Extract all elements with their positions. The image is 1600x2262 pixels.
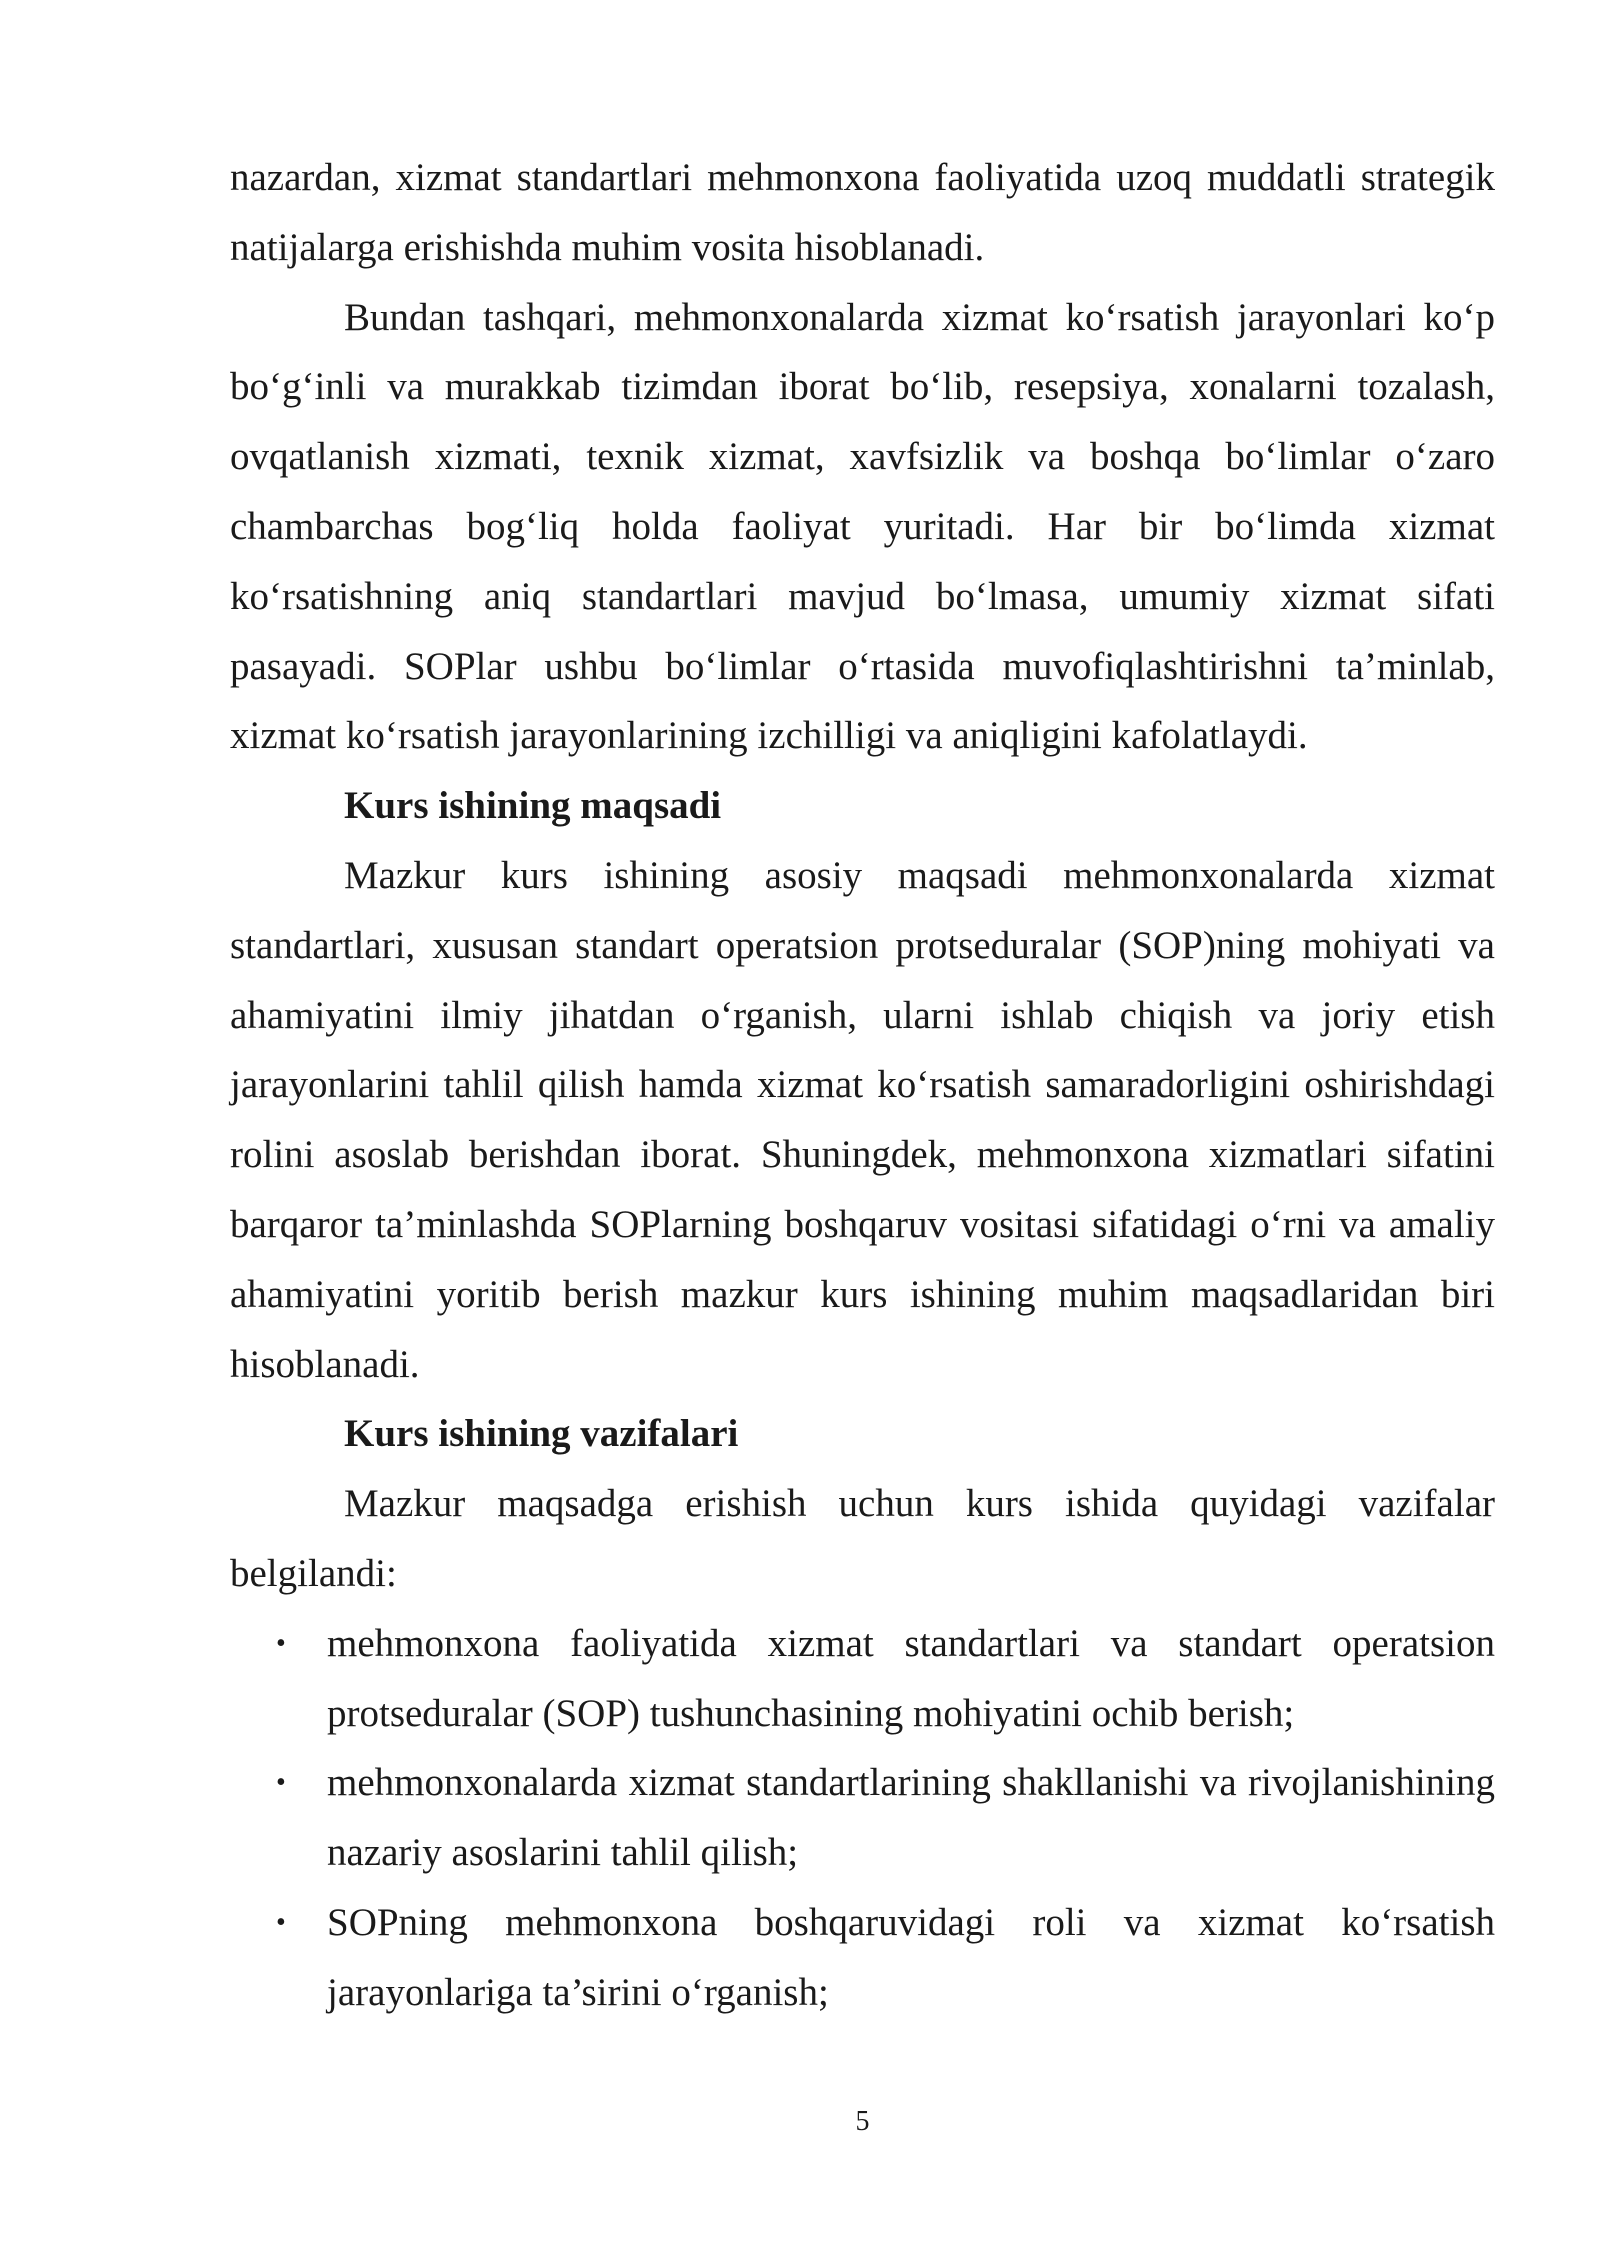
heading-course-goal: Kurs ishining maqsadi xyxy=(344,784,722,828)
paragraph-continuation: nazardan, xizmat standartlari mehmonxona faoliyatida uzoq muddatli strategik natijalarga erishishda muhim vosita hisoblanadi. xyxy=(230,156,1495,269)
list-item xyxy=(230,1888,1495,2028)
heading-course-tasks: Kurs ishining vazifalari xyxy=(344,1412,739,1456)
list-item xyxy=(230,1748,1495,1888)
bullet-icon: • xyxy=(276,1767,286,1799)
paragraph-course-goal: Mazkur kurs ishining asosiy maqsadi mehmonxonalarda xizmat standartlari, xususan standart operatsion protseduralar (SOP)ning mohiyati va ahamiyatini ilmiy jihatdan o‘rganish, ularni ishlab chiqish va joriy etish jarayonlarini tahlil qilish hamda xizmat ko‘rsatish samaradorligini oshirishdagi rolini asoslab berishdan iborat. Shuningdek, mehmonxona xizmatlari sifatini barqaror ta’minlashda SOPlarning boshqaruv vositasi sifatidagi o‘rni va amaliy ahamiyatini yoritib berish mazkur kurs ishining muhim maqsadlaridan biri hisoblanadi. xyxy=(230,853,1495,1386)
bullet-icon: • xyxy=(276,1627,286,1659)
list-item-text: mehmonxona faoliyatida xizmat standartlari va standart operatsion protseduralar (SOP) tushunchasining mohiyatini ochib berish; xyxy=(327,1621,1495,1735)
bullet-icon: • xyxy=(276,1906,286,1938)
list-item-text: mehmonxonalarda xizmat standartlarining shakllanishi va rivojlanishining nazariy asoslarini tahlil qilish; xyxy=(327,1761,1495,1875)
list-item-text: SOPning mehmonxona boshqaruvidagi roli va xizmat ko‘rsatish jarayonlariga ta’sirini o‘rganish; xyxy=(327,1900,1495,2014)
paragraph-departments: Bundan tashqari, mehmonxonalarda xizmat ko‘rsatish jarayonlari ko‘p bo‘g‘inli va murakkab tizimdan iborat bo‘lib, resepsiya, xonalarni tozalash, ovqatlanish xizmati, texnik xizmat, xavfsizlik va boshqa bo‘limlar o‘zaro chambarchas bog‘liq holda faoliyat yuritadi. Har bir bo‘limda xizmat ko‘rsatishning aniq standartlari mavjud bo‘lmasa, umumiy xizmat sifati pasayadi. SOPlar ushbu bo‘limlar o‘rtasida muvofiqlashtirishni ta’minlab, xizmat ko‘rsatish jarayonlarining izchilligi va aniqligini kafolatlaydi. xyxy=(230,295,1495,758)
paragraph-tasks-intro: Mazkur maqsadga erishish uchun kurs ishida quyidagi vazifalar belgilandi: xyxy=(230,1482,1495,1595)
page-number: 5 xyxy=(855,2106,870,2137)
list-item xyxy=(230,1609,1495,1749)
tasks-list xyxy=(230,1609,1495,2028)
page-body xyxy=(230,143,1495,2028)
